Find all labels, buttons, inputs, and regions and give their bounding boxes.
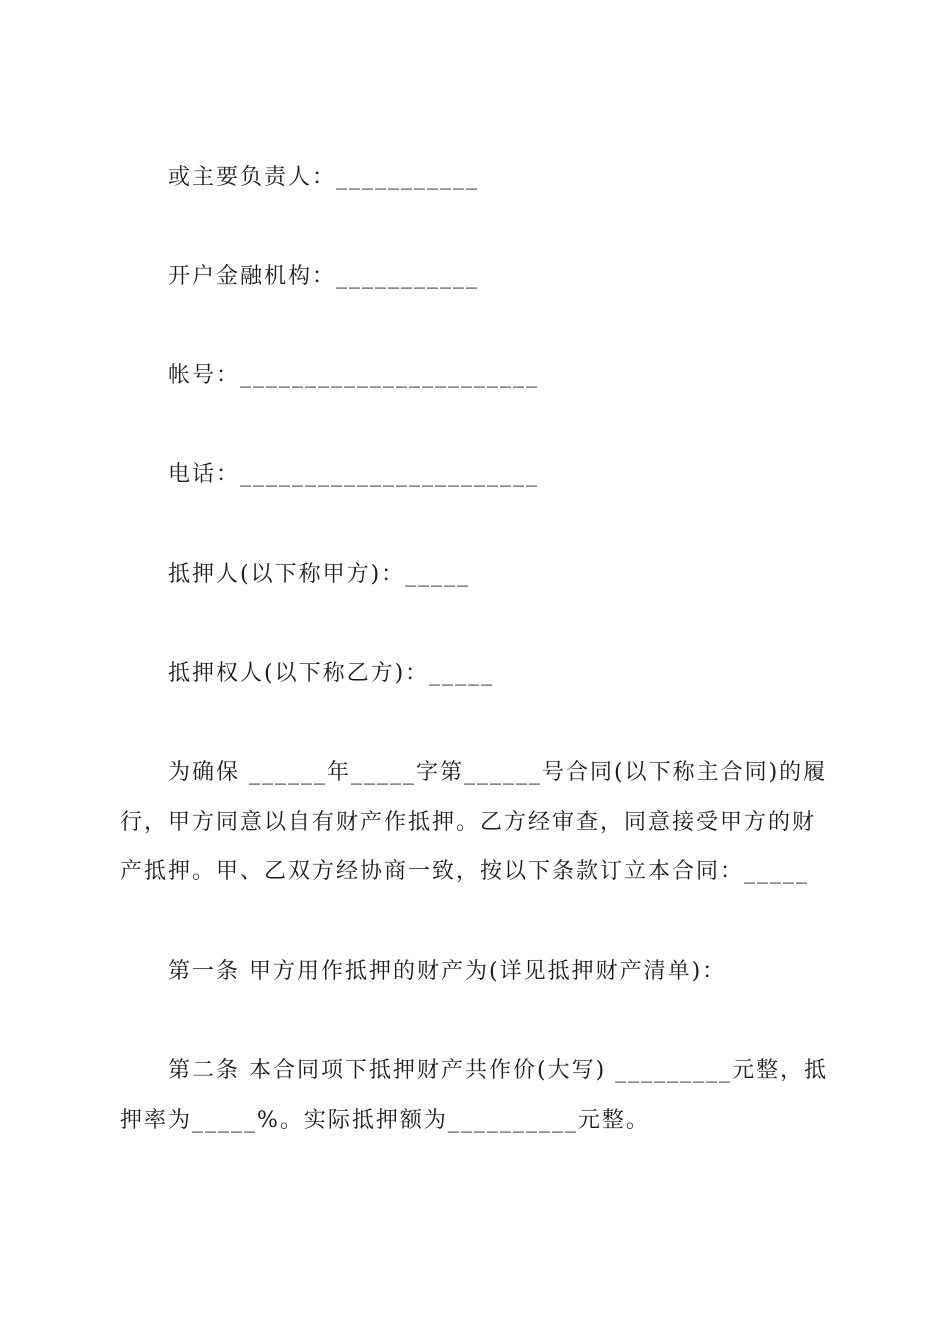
- paragraph-1-line-1: 为确保 ______年_____字第______号合同(以下称主合同)的履: [168, 760, 828, 785]
- article-2-line-1: 第二条 本合同项下抵押财产共作价(大写) _________元整，抵: [168, 1058, 829, 1083]
- paragraph-1-line-2: 行，甲方同意以自有财产作抵押。乙方经审查，同意接受甲方的财: [120, 810, 817, 835]
- mortgagor-line: 抵押人(以下称甲方)：_____: [168, 562, 471, 587]
- bank-line: 开户金融机构：___________: [168, 264, 480, 289]
- paragraph-1-line-3: 产抵押。甲、乙双方经协商一致，按以下条款订立本合同：_____: [120, 859, 810, 884]
- account-line: 帐号：_______________________: [168, 363, 540, 388]
- mortgagee-line: 抵押权人(以下称乙方)：_____: [168, 661, 495, 686]
- article-2-line-2: 押率为_____%。实际抵押额为__________元整。: [120, 1108, 650, 1133]
- principal-responsible-line: 或主要负责人：___________: [168, 165, 480, 190]
- article-1: 第一条 甲方用作抵押的财产为(详见抵押财产清单)：: [168, 959, 727, 984]
- phone-line: 电话：_______________________: [168, 462, 540, 487]
